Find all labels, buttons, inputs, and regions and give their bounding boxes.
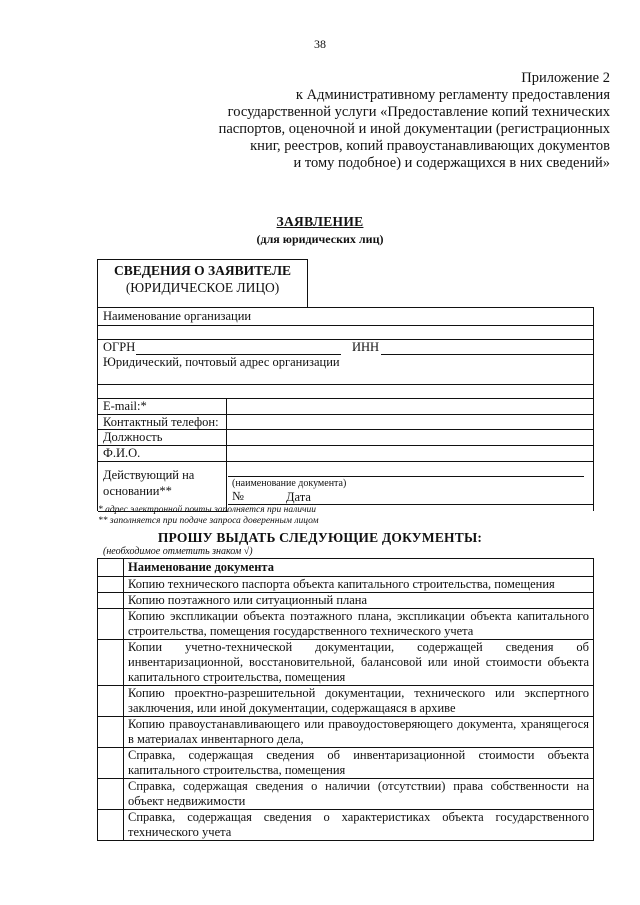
document-subtitle: (для юридических лиц) bbox=[256, 232, 384, 246]
document-checkbox[interactable] bbox=[98, 810, 124, 841]
page-number: 38 bbox=[314, 37, 326, 51]
org-name-line-2[interactable] bbox=[98, 339, 593, 340]
document-item: Копию экспликации объекта поэтажного плана, экспликации объекта капитального строительства, помещения государственного технического учета bbox=[124, 609, 594, 640]
table-row bbox=[98, 717, 594, 748]
documents-table bbox=[97, 558, 594, 841]
number-label: № bbox=[232, 489, 244, 503]
document-checkbox[interactable] bbox=[98, 640, 124, 686]
ogrn-label: ОГРН bbox=[103, 340, 136, 354]
fio-label: Ф.И.О. bbox=[103, 446, 141, 460]
document-checkbox[interactable] bbox=[98, 686, 124, 717]
request-hint: (необходимое отметить знаком √) bbox=[103, 546, 253, 557]
document-column-header: Наименование документа bbox=[124, 559, 594, 577]
address-label: Юридический, почтовый адрес организации bbox=[103, 355, 340, 369]
document-item: Копию проектно-разрешительной документации, технического или экспертного заключения, или иной документации, содержащаяся в архиве bbox=[124, 686, 594, 717]
appendix-header bbox=[190, 70, 610, 172]
document-checkbox[interactable] bbox=[98, 593, 124, 609]
appendix-line: Приложение 2 bbox=[521, 70, 610, 86]
inn-field[interactable] bbox=[381, 354, 593, 355]
table-row bbox=[98, 577, 594, 593]
table-row bbox=[98, 640, 594, 686]
applicant-section-title: СВЕДЕНИЯ О ЗАЯВИТЕЛЕ bbox=[113, 263, 292, 278]
org-name-line[interactable] bbox=[98, 325, 593, 326]
footnote-email: * адрес электронной почты заполняется при наличии bbox=[98, 505, 317, 515]
basis-label-line2: основании** bbox=[103, 484, 172, 498]
email-label: E-mail:* bbox=[103, 399, 147, 413]
document-checkbox[interactable] bbox=[98, 748, 124, 779]
applicant-form bbox=[97, 307, 594, 511]
appendix-line: к Административному регламенту предоставления bbox=[295, 87, 610, 103]
request-title: ПРОШУ ВЫДАТЬ СЛЕДУЮЩИЕ ДОКУМЕНТЫ: bbox=[157, 530, 483, 545]
address-line-2[interactable] bbox=[98, 398, 593, 399]
checkbox-column-header bbox=[98, 559, 124, 577]
date-label: Дата bbox=[286, 490, 311, 504]
document-name-hint: (наименование документа) bbox=[232, 478, 347, 489]
org-name-label: Наименование организации bbox=[103, 309, 252, 323]
table-header-row bbox=[98, 559, 594, 577]
table-row bbox=[98, 593, 594, 609]
basis-label-line1: Действующий на bbox=[103, 468, 195, 482]
document-item: Копию поэтажного или ситуационный плана bbox=[124, 593, 594, 609]
appendix-line: государственной услуги «Предоставление копий технических bbox=[227, 104, 610, 120]
basis-document-field[interactable] bbox=[228, 476, 584, 477]
applicant-section-subtitle: (ЮРИДИЧЕСКОЕ ЛИЦО) bbox=[125, 280, 280, 295]
document-item: Копию технического паспорта объекта капитального строительства, помещения bbox=[124, 577, 594, 593]
document-checkbox[interactable] bbox=[98, 609, 124, 640]
applicant-section-header bbox=[97, 259, 308, 307]
footnote-proxy: ** заполняется при подаче запроса доверенным лицом bbox=[98, 516, 319, 526]
document-checkbox[interactable] bbox=[98, 717, 124, 748]
appendix-line: и тому подобное) и содержащихся в них сведений» bbox=[293, 155, 610, 171]
table-row bbox=[98, 810, 594, 841]
inn-label: ИНН bbox=[352, 340, 380, 354]
table-row bbox=[98, 686, 594, 717]
form-column-divider bbox=[226, 398, 227, 512]
fio-field[interactable] bbox=[98, 461, 593, 462]
document-checkbox[interactable] bbox=[98, 779, 124, 810]
appendix-line: паспортов, оценочной и иной документации (регистрационных bbox=[218, 121, 610, 137]
document-item: Копии учетно-технической документации, содержащей сведения об инвентаризационной, восстановительной, балансовой или иной стоимости объекта капитального строительства, помещения bbox=[124, 640, 594, 686]
address-line[interactable] bbox=[98, 384, 593, 385]
table-row bbox=[98, 748, 594, 779]
document-item: Справка, содержащая сведения о характеристиках объекта государственного технического учета bbox=[124, 810, 594, 841]
document-item: Справка, содержащая сведения о наличии (отсутствии) права собственности на объект недвижимости bbox=[124, 779, 594, 810]
document-checkbox[interactable] bbox=[98, 577, 124, 593]
phone-field[interactable] bbox=[98, 429, 593, 430]
appendix-line: книг, реестров, копий правоустанавливающих документов bbox=[250, 138, 610, 154]
document-title: ЗАЯВЛЕНИЕ bbox=[276, 214, 364, 229]
document-item: Копию правоустанавливающего или правоудостоверяющего документа, хранящегося в материалах инвентарного дела, bbox=[124, 717, 594, 748]
table-row bbox=[98, 609, 594, 640]
table-row bbox=[98, 779, 594, 810]
position-field[interactable] bbox=[98, 445, 593, 446]
phone-label: Контактный телефон: bbox=[103, 415, 219, 429]
position-label: Должность bbox=[103, 430, 163, 444]
document-item: Справка, содержащая сведения об инвентаризационной стоимости объекта капитального строительства, помещения bbox=[124, 748, 594, 779]
